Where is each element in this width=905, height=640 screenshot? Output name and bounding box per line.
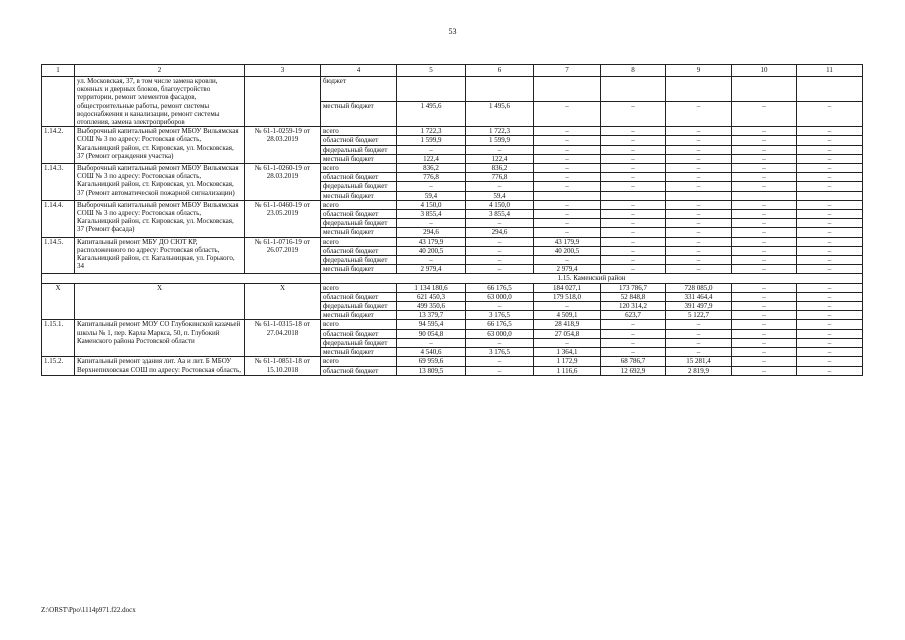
amount-cell: – (466, 256, 534, 265)
amount-cell: – (601, 228, 666, 237)
amount-cell: – (797, 145, 863, 154)
item-number: 1.15.2. (42, 357, 75, 375)
amount-cell: 28 418,9 (534, 320, 601, 329)
amount-cell: – (601, 237, 666, 246)
amount-cell: – (732, 320, 797, 329)
column-header: 1 (42, 65, 75, 77)
item-number: 1.15.1. (42, 320, 75, 357)
amount-cell: – (732, 219, 797, 228)
amount-cell: – (666, 237, 732, 246)
funding-source-label: федеральный бюджет (321, 219, 397, 228)
item-name: X (75, 283, 245, 320)
amount-cell: – (797, 200, 863, 209)
amount-cell: 2 819,9 (666, 366, 732, 375)
table-row (42, 200, 863, 209)
amount-cell: – (732, 302, 797, 311)
amount-cell: – (466, 219, 534, 228)
amount-cell: – (797, 256, 863, 265)
amount-cell: 63 000,0 (466, 329, 534, 338)
funding-source-label: федеральный бюджет (321, 145, 397, 154)
amount-cell: 1 722,3 (397, 127, 466, 136)
amount-cell: 623,7 (601, 311, 666, 320)
amount-cell: – (666, 228, 732, 237)
amount-cell: 4 509,1 (534, 311, 601, 320)
amount-cell: 13 379,7 (397, 311, 466, 320)
funding-source-label: федеральный бюджет (321, 338, 397, 347)
funding-source-label: всего (321, 127, 397, 136)
amount-cell: – (666, 256, 732, 265)
amount-cell: – (797, 357, 863, 366)
amount-cell: – (666, 338, 732, 347)
amount-cell: 294,6 (466, 228, 534, 237)
amount-cell: 5 122,7 (666, 311, 732, 320)
item-number: 1.14.2. (42, 127, 75, 164)
amount-cell: 122,4 (466, 154, 534, 163)
amount-cell: – (732, 348, 797, 357)
amount-cell: – (797, 265, 863, 274)
amount-cell: – (797, 136, 863, 145)
amount-cell: 40 200,5 (534, 246, 601, 255)
column-header: 11 (797, 65, 863, 77)
column-header: 2 (75, 65, 245, 77)
amount-cell: 90 054,8 (397, 329, 466, 338)
amount-cell: 43 179,9 (397, 237, 466, 246)
amount-cell: – (732, 164, 797, 173)
funding-source-label: местный бюджет (321, 154, 397, 163)
amount-cell: – (797, 173, 863, 182)
amount-cell: – (666, 210, 732, 219)
column-header: 8 (601, 65, 666, 77)
amount-cell: 179 518,0 (534, 292, 601, 301)
amount-cell: 3 176,5 (466, 348, 534, 357)
amount-cell: – (397, 182, 466, 191)
amount-cell: 13 809,5 (397, 366, 466, 375)
funding-source-label: местный бюджет (321, 265, 397, 274)
amount-cell (534, 77, 601, 102)
column-header: 7 (534, 65, 601, 77)
item-document: № 61-1-0851-18 от 15.10.2018 (245, 357, 321, 375)
funding-source-label: всего (321, 283, 397, 292)
column-header: 3 (245, 65, 321, 77)
amount-cell (601, 77, 666, 102)
funding-source-label: областной бюджет (321, 366, 397, 375)
header-row (42, 65, 863, 77)
item-number: 1.14.5. (42, 237, 75, 274)
amount-cell: – (601, 127, 666, 136)
funding-source-label: местный бюджет (321, 228, 397, 237)
amount-cell: – (534, 338, 601, 347)
amount-cell: – (466, 237, 534, 246)
funding-source-label: всего (321, 320, 397, 329)
amount-cell: – (732, 228, 797, 237)
amount-cell: 66 176,5 (466, 320, 534, 329)
amount-cell: – (666, 182, 732, 191)
amount-cell (397, 77, 466, 102)
funding-source-label: областной бюджет (321, 173, 397, 182)
amount-cell: 59,4 (397, 191, 466, 200)
amount-cell: 59,4 (466, 191, 534, 200)
region-title: 1.15. Каменский район (321, 274, 863, 283)
column-header: 4 (321, 65, 397, 77)
item-name: ул. Московская, 37, в том числе замена кровли, оконных и дверных блоков, благоустройство территории, ремонт элементов фасадов, общестроительные работы, ремонт системы водоснабжения и канализации, ремонт системы отопления, замена электроприборов (75, 77, 245, 127)
amount-cell: – (732, 136, 797, 145)
item-name: Капитальный ремонт МОУ СО Глубокинской казачьей школы № 1, пер. Карла Маркса, 50, п. Глубокий Каменского района Ростовской области (75, 320, 245, 357)
amount-cell: – (601, 200, 666, 209)
funding-source-label: местный бюджет (321, 102, 397, 127)
amount-cell: 1 599,9 (466, 136, 534, 145)
funding-source-label: всего (321, 164, 397, 173)
amount-cell: – (797, 329, 863, 338)
amount-cell: – (732, 127, 797, 136)
amount-cell: – (601, 210, 666, 219)
amount-cell: – (797, 127, 863, 136)
amount-cell: – (666, 329, 732, 338)
funding-source-label: всего (321, 237, 397, 246)
amount-cell: 68 786,7 (601, 357, 666, 366)
amount-cell: – (601, 182, 666, 191)
amount-cell: – (466, 366, 534, 375)
amount-cell (466, 77, 534, 102)
funding-source-label: областной бюджет (321, 246, 397, 255)
amount-cell: – (797, 154, 863, 163)
amount-cell: – (534, 302, 601, 311)
amount-cell (666, 77, 732, 102)
amount-cell (666, 191, 732, 200)
amount-cell: – (732, 237, 797, 246)
amount-cell: – (601, 102, 666, 127)
amount-cell: – (666, 219, 732, 228)
amount-cell: – (534, 256, 601, 265)
item-document (245, 77, 321, 127)
amount-cell: 2 979,4 (397, 265, 466, 274)
column-header: 6 (466, 65, 534, 77)
amount-cell: – (601, 256, 666, 265)
amount-cell: 4 150,0 (397, 200, 466, 209)
amount-cell: – (601, 154, 666, 163)
amount-cell: – (732, 200, 797, 209)
funding-source-label: всего (321, 200, 397, 209)
item-document: № 61-1-0716-19 от 26.07.2019 (245, 237, 321, 274)
amount-cell: – (466, 265, 534, 274)
funding-source-label: местный бюджет (321, 191, 397, 200)
amount-cell: – (534, 210, 601, 219)
amount-cell: – (666, 164, 732, 173)
amount-cell: – (601, 348, 666, 357)
amount-cell: 122,4 (397, 154, 466, 163)
amount-cell: – (601, 246, 666, 255)
amount-cell: – (666, 127, 732, 136)
amount-cell: – (732, 357, 797, 366)
table-row (42, 283, 863, 292)
funding-source-label: областной бюджет (321, 136, 397, 145)
amount-cell: – (797, 366, 863, 375)
amount-cell: 1 722,3 (466, 127, 534, 136)
item-document: № 61-1-0259-19 от 28.03.2019 (245, 127, 321, 164)
amount-cell: – (466, 338, 534, 347)
funding-source-label: федеральный бюджет (321, 182, 397, 191)
amount-cell: – (601, 136, 666, 145)
column-header: 9 (666, 65, 732, 77)
item-document: № 61-1-0315-18 от 27.04.2018 (245, 320, 321, 357)
amount-cell: – (732, 102, 797, 127)
amount-cell: – (732, 366, 797, 375)
item-number: X (42, 283, 75, 320)
amount-cell: 120 314,2 (601, 302, 666, 311)
amount-cell: 836,2 (466, 164, 534, 173)
table-row (42, 164, 863, 173)
amount-cell: – (797, 311, 863, 320)
amount-cell: – (466, 246, 534, 255)
amount-cell: 40 200,5 (397, 246, 466, 255)
amount-cell: 27 054,8 (534, 329, 601, 338)
amount-cell: – (797, 302, 863, 311)
amount-cell: 184 027,1 (534, 283, 601, 292)
amount-cell: – (732, 292, 797, 301)
page-number: 53 (448, 27, 457, 36)
amount-cell: 331 464,4 (666, 292, 732, 301)
amount-cell: – (397, 338, 466, 347)
amount-cell: – (534, 182, 601, 191)
funding-source-label: областной бюджет (321, 210, 397, 219)
amount-cell: – (601, 320, 666, 329)
amount-cell: 43 179,9 (534, 237, 601, 246)
budget-table (41, 64, 863, 376)
amount-cell: – (732, 265, 797, 274)
table-row (42, 357, 863, 366)
amount-cell: – (466, 145, 534, 154)
item-number: 1.14.3. (42, 164, 75, 201)
item-name: Выборочный капитальный ремонт МБОУ Вильямская СОШ № 3 по адресу: Ростовская область, Кагальницкий район, ст. Кировская, ул. Московская, 37 (Ремонт ограждения участка) (75, 127, 245, 164)
amount-cell: 63 000,0 (466, 292, 534, 301)
item-document: № 61-1-0460-19 от 23.05.2019 (245, 200, 321, 237)
column-header: 5 (397, 65, 466, 77)
amount-cell: – (732, 283, 797, 292)
funding-source-label: местный бюджет (321, 311, 397, 320)
amount-cell: 69 959,6 (397, 357, 466, 366)
amount-cell: – (797, 348, 863, 357)
item-name: Выборочный капитальный ремонт МБОУ Вильямская СОШ № 3 по адресу: Ростовская область, Кагальницкий район, ст. Кировская, ул. Московская, 37 (Ремонт автоматической пожарной сигнализации) (75, 164, 245, 201)
amount-cell: – (534, 154, 601, 163)
amount-cell: – (601, 329, 666, 338)
amount-cell: – (732, 145, 797, 154)
amount-cell: 621 450,3 (397, 292, 466, 301)
amount-cell (601, 191, 666, 200)
amount-cell (732, 191, 797, 200)
amount-cell: – (601, 145, 666, 154)
amount-cell: 1 116,6 (534, 366, 601, 375)
item-document: X (245, 283, 321, 320)
amount-cell: 1 495,6 (397, 102, 466, 127)
amount-cell: – (666, 320, 732, 329)
amount-cell: 294,6 (397, 228, 466, 237)
amount-cell: – (732, 246, 797, 255)
amount-cell: – (466, 182, 534, 191)
amount-cell: 1 495,6 (466, 102, 534, 127)
amount-cell: – (601, 219, 666, 228)
amount-cell: – (797, 338, 863, 347)
amount-cell: 728 085,0 (666, 283, 732, 292)
amount-cell: – (534, 228, 601, 237)
amount-cell: 776,8 (466, 173, 534, 182)
amount-cell: – (534, 145, 601, 154)
amount-cell: – (666, 102, 732, 127)
amount-cell: – (601, 164, 666, 173)
amount-cell: – (397, 145, 466, 154)
amount-cell: – (797, 320, 863, 329)
amount-cell (797, 191, 863, 200)
amount-cell: – (666, 200, 732, 209)
amount-cell: 15 281,4 (666, 357, 732, 366)
amount-cell: – (797, 182, 863, 191)
amount-cell: 499 350,6 (397, 302, 466, 311)
footer-file-path: Z:\ORST\Ppo\1114p971.f22.docx (41, 606, 136, 614)
amount-cell: 1 599,9 (397, 136, 466, 145)
region-header-row (42, 274, 863, 283)
amount-cell: – (466, 302, 534, 311)
item-name: Капитальный ремонт здания лит. Аа и лит. Б МБОУ Верхнепиховская СОШ по адресу: Ростовская область, (75, 357, 245, 375)
amount-cell (534, 191, 601, 200)
amount-cell: 4 150,0 (466, 200, 534, 209)
amount-cell: 66 176,5 (466, 283, 534, 292)
amount-cell: 94 595,4 (397, 320, 466, 329)
amount-cell: – (534, 127, 601, 136)
item-name: Капитальный ремонт МБУ ДО СЮТ КР, расположенного по адресу: Ростовская область, Кагальницкий район, ст. Кагальницкая, ул. Горького, 34 (75, 237, 245, 274)
amount-cell: – (601, 338, 666, 347)
amount-cell: – (732, 256, 797, 265)
funding-source-label: местный бюджет (321, 348, 397, 357)
amount-cell: 173 786,7 (601, 283, 666, 292)
amount-cell: 2 979,4 (534, 265, 601, 274)
funding-source-label: областной бюджет (321, 329, 397, 338)
funding-source-label: федеральный бюджет (321, 302, 397, 311)
amount-cell: 52 848,8 (601, 292, 666, 301)
amount-cell: – (666, 173, 732, 182)
amount-cell: 4 540,6 (397, 348, 466, 357)
amount-cell: – (797, 164, 863, 173)
item-document: № 61-1-0260-19 от 28.03.2019 (245, 164, 321, 201)
amount-cell: – (601, 265, 666, 274)
amount-cell: – (797, 283, 863, 292)
amount-cell: 3 176,5 (466, 311, 534, 320)
amount-cell: – (732, 311, 797, 320)
amount-cell: – (732, 338, 797, 347)
amount-cell: – (466, 357, 534, 366)
amount-cell: 1 134 180,6 (397, 283, 466, 292)
amount-cell: – (534, 173, 601, 182)
amount-cell: 836,2 (397, 164, 466, 173)
amount-cell: 3 855,4 (466, 210, 534, 219)
funding-source-label: всего (321, 357, 397, 366)
item-number (42, 77, 75, 127)
item-number: 1.14.4. (42, 200, 75, 237)
funding-source-label: федеральный бюджет (321, 256, 397, 265)
amount-cell: – (797, 219, 863, 228)
amount-cell: – (732, 210, 797, 219)
amount-cell: 391 497,9 (666, 302, 732, 311)
amount-cell: – (797, 292, 863, 301)
amount-cell: – (797, 102, 863, 127)
amount-cell: 776,8 (397, 173, 466, 182)
amount-cell: 1 364,1 (534, 348, 601, 357)
amount-cell: – (601, 173, 666, 182)
amount-cell: – (397, 219, 466, 228)
amount-cell: 12 692,9 (601, 366, 666, 375)
amount-cell (732, 77, 797, 102)
amount-cell: – (732, 154, 797, 163)
item-name: Выборочный капитальный ремонт МБОУ Вильямская СОШ № 3 по адресу: Ростовская область, Кагальницкий район, ст. Кировская, ул. Московская, 37 (Ремонт фасада) (75, 200, 245, 237)
table-row (42, 237, 863, 246)
amount-cell: – (797, 246, 863, 255)
amount-cell: – (666, 136, 732, 145)
amount-cell (797, 77, 863, 102)
amount-cell: – (666, 348, 732, 357)
amount-cell: – (534, 219, 601, 228)
amount-cell: – (732, 182, 797, 191)
amount-cell: 3 855,4 (397, 210, 466, 219)
amount-cell: – (397, 256, 466, 265)
amount-cell: – (666, 154, 732, 163)
amount-cell: – (534, 136, 601, 145)
amount-cell: – (666, 246, 732, 255)
amount-cell: – (666, 145, 732, 154)
funding-source-label: областной бюджет (321, 292, 397, 301)
amount-cell: – (534, 102, 601, 127)
funding-source-label: бюджет (321, 77, 397, 102)
amount-cell: 1 172,9 (534, 357, 601, 366)
amount-cell: – (666, 265, 732, 274)
column-header: 10 (732, 65, 797, 77)
table-row (42, 320, 863, 329)
amount-cell: – (534, 200, 601, 209)
table-row (42, 127, 863, 136)
amount-cell: – (732, 329, 797, 338)
amount-cell: – (797, 237, 863, 246)
table-row (42, 77, 863, 102)
amount-cell: – (797, 228, 863, 237)
amount-cell: – (797, 210, 863, 219)
amount-cell: – (732, 173, 797, 182)
amount-cell: – (534, 164, 601, 173)
region-spacer (42, 274, 321, 283)
